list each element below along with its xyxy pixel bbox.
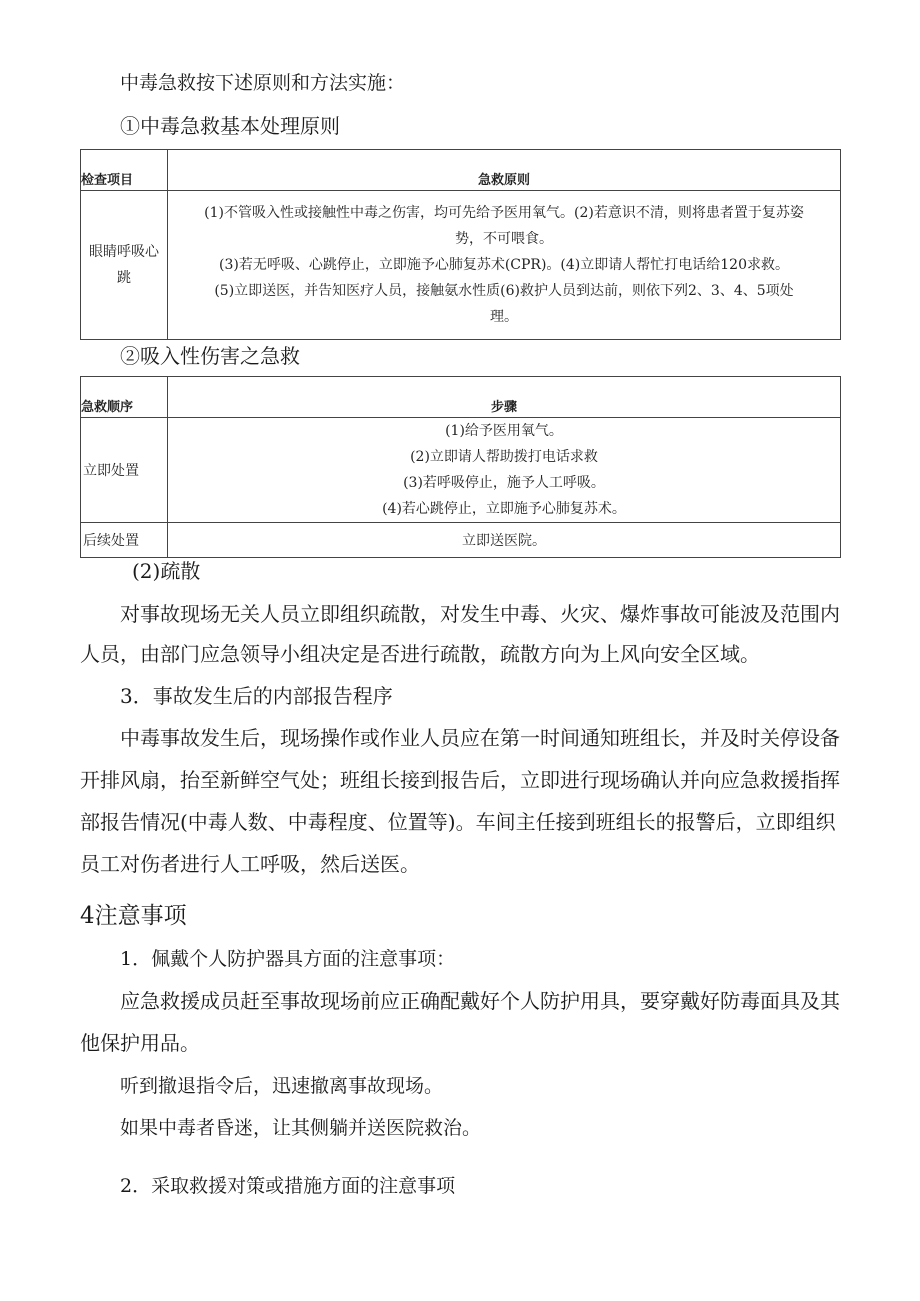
evacuation-line: 对事故现场无关人员立即组织疏散，对发生中毒、火灾、爆炸事故可能波及范围内 (120, 602, 840, 626)
note1-line: 应急救援成员赶至事故现场前应正确配戴好个人防护用具，要穿戴好防毒面具及其 (120, 989, 840, 1013)
section1-title: ①中毒急救基本处理原则 (120, 114, 340, 138)
principle-line: (3)若无呼吸、心跳停止，立即施予心肺复苏术(CPR)。(4)立即请人帮忙打电话给120求救。 (219, 257, 789, 273)
note1-line: 他保护用品。 (80, 1031, 200, 1055)
table2-row-label: 立即处置 (81, 418, 168, 523)
evacuation-title: (2)疏散 (132, 559, 201, 583)
intro-text: 中毒急救按下述原则和方法实施： (120, 72, 406, 94)
note1-paragraph: 如果中毒者昏迷，让其侧躺并送医院救治。 (120, 1117, 482, 1139)
note2-title: 2．采取救援对策或措施方面的注意事项 (120, 1175, 456, 1197)
principle-line: (1)不管吸入性或接触性中毒之伤害，均可先给予医用氧气。(2)若意识不清，则将患者置于复苏姿 (204, 205, 804, 221)
step-line: (1)给予医用氧气。 (445, 423, 563, 439)
step-line: 立即送医院。 (168, 523, 841, 558)
report-title: 3．事故发生后的内部报告程序 (120, 684, 393, 708)
table2-steps-cell (168, 418, 841, 523)
note1-title: 1．佩戴个人防护器具方面的注意事项： (120, 948, 456, 970)
section2-title: ②吸入性伤害之急救 (120, 344, 300, 368)
table2-row-label: 后续处置 (81, 523, 168, 558)
table2-header-steps: 步骤 (168, 377, 841, 418)
table1-header-principle: 急救原则 (168, 150, 841, 191)
report-line: 员工对伤者进行人工呼吸，然后送医。 (80, 852, 420, 876)
evacuation-line: 人员，由部门应急领导小组决定是否进行疏散，疏散方向为上风向安全区域。 (80, 642, 760, 666)
report-line: 部报告情况(中毒人数、中毒程度、位置等)。车间主任接到班组长的报警后，立即组织 (80, 810, 836, 834)
principle-line: 理。 (490, 309, 518, 325)
first-aid-principles-table (80, 149, 841, 340)
table2-header-order: 急救顺序 (81, 377, 168, 418)
note1-paragraph: 听到撤退指令后，迅速撤离事故现场。 (120, 1075, 444, 1097)
notes-heading: 4注意事项 (80, 903, 187, 929)
step-line: (2)立即请人帮助拨打电话求救 (410, 449, 598, 465)
step-line: (4)若心跳停止，立即施予心肺复苏术。 (382, 501, 626, 517)
inhalation-aid-table (80, 376, 841, 558)
step-line: (3)若呼吸停止，施予人工呼吸。 (403, 475, 605, 491)
table1-item-cell: 眼睛呼吸心跳 (81, 191, 168, 340)
table1-header-item: 检查项目 (81, 150, 168, 191)
principle-line: (5)立即送医，并告知医疗人员，接触氨水性质(6)救护人员到达前，则依下列2、3、4、5项处 (214, 283, 794, 299)
report-line: 开排风扇，抬至新鲜空气处；班组长接到报告后，立即进行现场确认并向应急救援指挥 (80, 768, 840, 792)
report-line: 中毒事故发生后，现场操作或作业人员应在第一时间通知班组长，并及时关停设备 (120, 726, 840, 750)
table1-principle-cell (168, 191, 841, 340)
principle-line: 势，不可喂食。 (455, 231, 553, 247)
